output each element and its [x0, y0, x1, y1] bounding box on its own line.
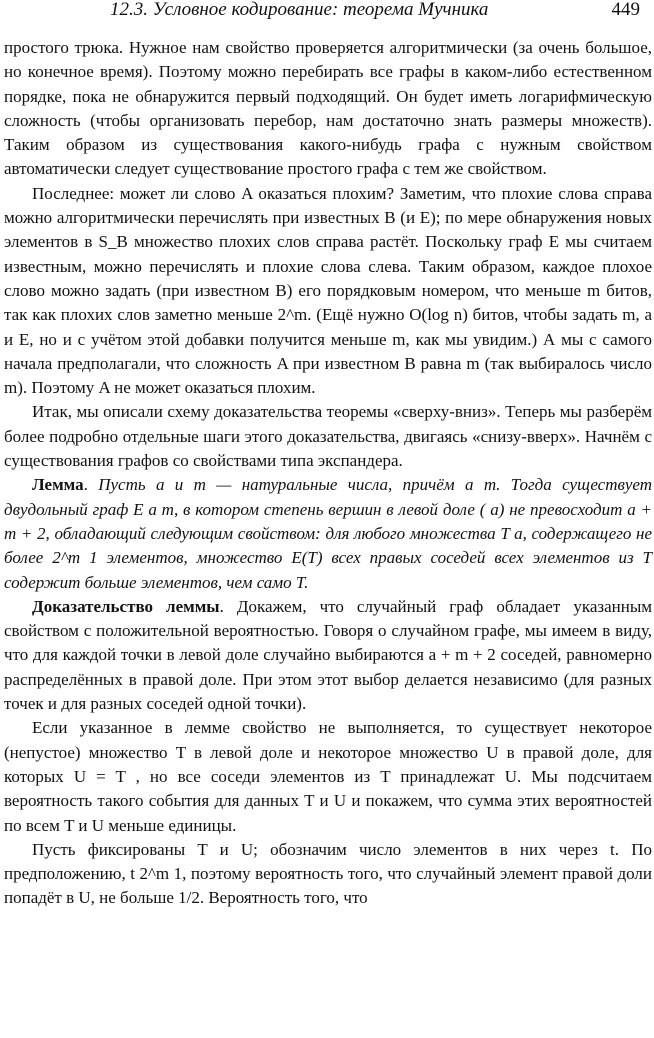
proof-text: Докажем, что случайный граф обладает указанным свойством с положительной вероятностью. Говоря о случайном графе, мы имеем в виду, что для каждой точки в левой доле случайно выбираются a + m + 2 соседей, равномерно распределённых в правой доле. При этом этот выбор делается независимо (для разных точек и для разных соседей одной точки).: [4, 596, 653, 714]
paragraph-4: Если указанное в лемме свойство не выполняется, то существует некоторое (непустое) множество T в левой доле и некоторое множество U в правой доле, для которых U = T , но все соседи элементов из T принадлежат U. Мы подсчитаем вероятность такого события для данных T и U и покажем, что сумма этих вероятностей по всем T и U меньше единицы.: [4, 718, 652, 835]
paragraph-3: Итак, мы описали схему доказательства теоремы «сверху-вниз». Теперь мы разберём более подробно отдельные шаги этого доказательства, двигаясь «снизу-вверх». Начнём с существования графов со свойствами типа экспандера.: [4, 402, 652, 471]
lemma-statement: Лемма. Пусть a и m — натуральные числа, причём a m. Тогда существует двудольный граф E a m, в котором степень вершин в левой доле ( a) не превосходит a + m + 2, обладающий следующим свойством: для любого множества T a, содержащего не более 2^m 1 элементов, множество E(T) всех правых соседей всех элементов из T содержит больше элементов, чем само T.: [4, 475, 652, 592]
lemma-proof: Доказательство леммы. Докажем, что случайный граф обладает указанным свойством с положительной вероятностью. Говоря о случайном графе, мы имеем в виду, что для каждой точки в левой доле случайно выбираются a + m + 2 соседей, равномерно распределённых в правой доле. При этом этот выбор делается независимо (для разных точек и для разных соседей одной точки).: [4, 596, 653, 714]
running-header: [0, 0, 654, 22]
page-number: 449: [611, 0, 640, 20]
lemma-label: Лемма: [32, 475, 84, 495]
paragraph-2: Последнее: может ли слово A оказаться плохим? Заметим, что плохие слова справа можно алгоритмически перечислять при известных B (и E); по мере обнаружения новых элементов в S_B множество плохих слов справа растёт. Поскольку граф E мы считаем известным, можно перечислять и плохие слова слева. Таким образом, каждое плохое слово можно задать (при известном B) его порядковым номером, что меньше m битов, так как плохих слов заметно меньше 2^m. (Ещё нужно O(log n) битов, чтобы задать m, a и E, но и с учётом этой добавки получится меньше m, как мы увидим.) А мы с самого начала предполагали, что сложность A при известном B равна m (так выбиралось число m). Поэтому A не может оказаться плохим.: [4, 183, 652, 398]
proof-label: Доказательство леммы: [32, 596, 220, 616]
lemma-text: Пусть a и m — натуральные числа, причём a m. Тогда существует двудольный граф E a m, в котором степень вершин в левой доле ( a) не превосходит a + m + 2, обладающий следующим свойством: для любого множества T a, содержащего не более 2^m 1 элементов, множество E(T) всех правых соседей всех элементов из T содержит больше элементов, чем само T.: [4, 475, 652, 592]
paragraph-1: простого трюка. Нужное нам свойство проверяется алгоритмически (за очень большое, но конечное время). Поэтому можно перебирать все графы в каком-либо естественном порядке, пока не обнаружится первый подходящий. Он будет иметь логарифмическую сложность (чтобы организовать перебор, нам достаточно знать размеры множеств). Таким образом из существования какого-нибудь графа с нужным свойством автоматически следует существование простого графа с тем же свойством.: [4, 38, 652, 179]
page-body: [4, 36, 652, 911]
paragraph-5: Пусть фиксированы T и U; обозначим число элементов в них через t. По предположению, t 2^m 1, поэтому вероятность того, что случайный элемент правой доли попадёт в U, не больше 1/2. Вероятность того, что: [4, 839, 652, 908]
running-title: 12.3. Условное кодирование: теорема Мучника: [110, 0, 489, 20]
